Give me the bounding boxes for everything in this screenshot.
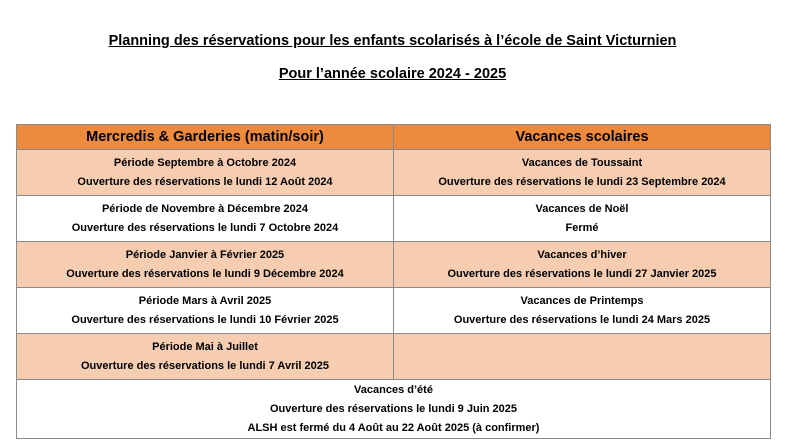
opening-date: Ouverture des réservations le lundi 9 Juin 2025 bbox=[270, 402, 517, 415]
opening-date: Ouverture des réservations le lundi 23 Septembre 2024 bbox=[438, 175, 726, 188]
period-label: Période Septembre à Octobre 2024 bbox=[113, 156, 297, 169]
header-mercredis: Mercredis & Garderies (matin/soir) bbox=[17, 125, 394, 150]
period-label: Période Janvier à Février 2025 bbox=[125, 248, 285, 261]
opening-date: Ouverture des réservations le lundi 27 Janvier 2025 bbox=[447, 267, 717, 280]
summer-cell bbox=[17, 380, 771, 439]
holiday-label: Vacances de Noël bbox=[535, 202, 629, 215]
holiday-status: Fermé bbox=[565, 221, 599, 234]
holiday-cell bbox=[394, 242, 771, 288]
holiday-label: Vacances de Toussaint bbox=[521, 156, 643, 169]
header-vacances: Vacances scolaires bbox=[394, 125, 771, 150]
holiday-cell bbox=[394, 196, 771, 242]
empty-holiday-cell bbox=[394, 334, 771, 380]
period-label: Période de Novembre à Décembre 2024 bbox=[101, 202, 309, 215]
holiday-label: Vacances d’hiver bbox=[537, 248, 627, 261]
opening-date: Ouverture des réservations le lundi 7 Octobre 2024 bbox=[71, 221, 339, 234]
table-row bbox=[17, 334, 771, 380]
holiday-cell bbox=[394, 150, 771, 196]
closure-note: ALSH est fermé du 4 Août au 22 Août 2025 (à confirmer) bbox=[247, 421, 540, 434]
summer-label: Vacances d’été bbox=[354, 383, 433, 396]
opening-date: Ouverture des réservations le lundi 9 Décembre 2024 bbox=[66, 267, 344, 280]
summer-row bbox=[17, 380, 771, 439]
period-cell bbox=[17, 242, 394, 288]
table-row bbox=[17, 196, 771, 242]
opening-date: Ouverture des réservations le lundi 12 Août 2024 bbox=[77, 175, 333, 188]
page-title: Planning des réservations pour les enfants scolarisés à l’école de Saint Victurnien bbox=[108, 33, 677, 49]
table-row bbox=[17, 288, 771, 334]
holiday-cell bbox=[394, 288, 771, 334]
period-cell bbox=[17, 288, 394, 334]
period-cell bbox=[17, 196, 394, 242]
table-row bbox=[17, 242, 771, 288]
period-cell bbox=[17, 150, 394, 196]
header-row bbox=[17, 125, 771, 150]
table-row bbox=[17, 150, 771, 196]
period-label: Période Mars à Avril 2025 bbox=[138, 294, 272, 307]
period-label: Période Mai à Juillet bbox=[152, 340, 258, 353]
page-subtitle: Pour l’année scolaire 2024 - 2025 bbox=[278, 66, 507, 82]
opening-date: Ouverture des réservations le lundi 7 Avril 2025 bbox=[80, 359, 329, 372]
holiday-label: Vacances de Printemps bbox=[520, 294, 644, 307]
period-cell bbox=[17, 334, 394, 380]
opening-date: Ouverture des réservations le lundi 24 Mars 2025 bbox=[453, 313, 711, 326]
opening-date: Ouverture des réservations le lundi 10 Février 2025 bbox=[71, 313, 339, 326]
reservation-table bbox=[16, 124, 771, 439]
